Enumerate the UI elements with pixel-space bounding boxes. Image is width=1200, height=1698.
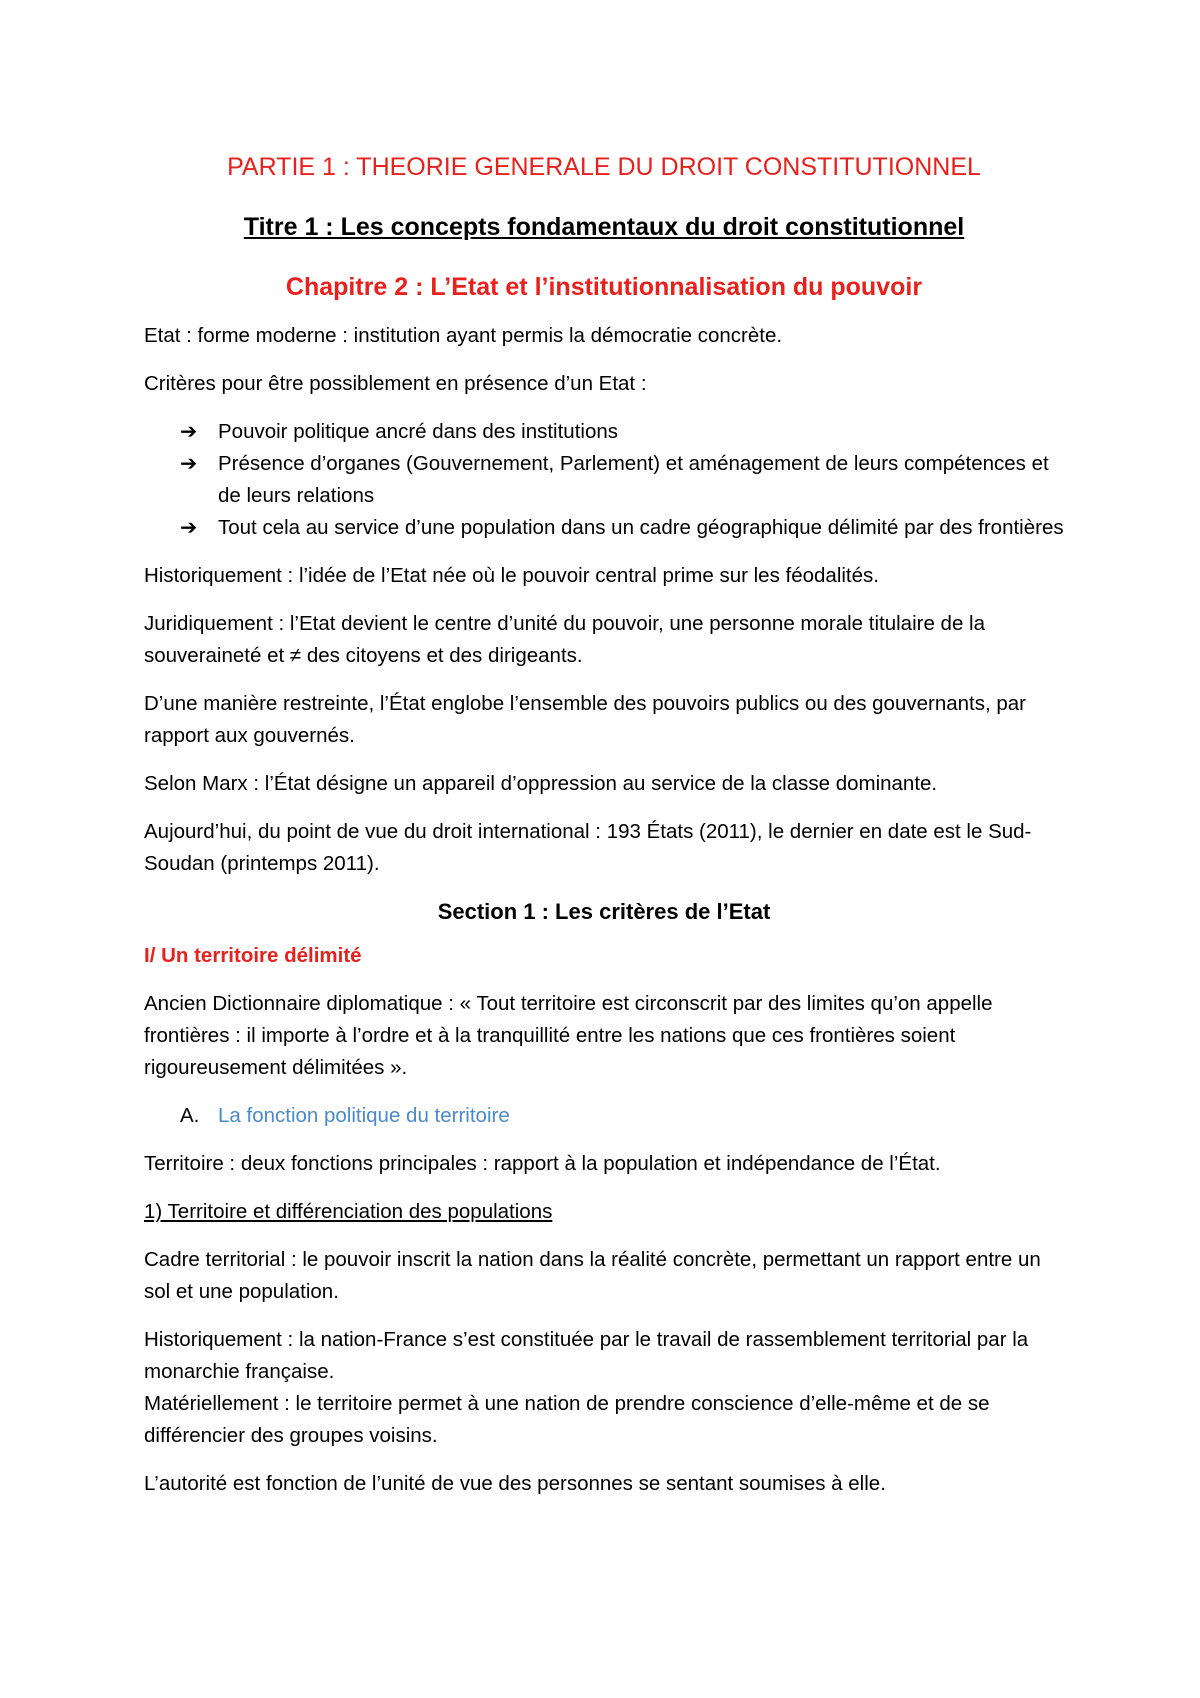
lettered-heading: [180, 1100, 1064, 1132]
list-item-text: Présence d’organes (Gouvernement, Parlement) et aménagement de leurs compétences et de leurs relations: [218, 452, 1049, 507]
paragraph-territoire: Territoire : deux fonctions principales : rapport à la population et indépendance de l’État.: [144, 1152, 941, 1175]
paragraph-marx: Selon Marx : l’État désigne un appareil d’oppression au service de la classe dominante.: [144, 772, 938, 795]
list-item: [180, 448, 1064, 512]
paragraph-etat: Etat : forme moderne : institution ayant permis la démocratie concrète.: [144, 324, 783, 347]
paragraph-restreinte: D’une manière restreinte, l’État englobe l’ensemble des pouvoirs publics ou des gouvernants, par rapport aux gouvernés.: [144, 692, 1027, 747]
part-heading: PARTIE 1 : THEORIE GENERALE DU DROIT CONSTITUTIONNEL: [227, 153, 981, 181]
paragraph-cadre: Cadre territorial : le pouvoir inscrit la nation dans la réalité concrète, permettant un rapport entre un sol et une population.: [144, 1248, 1041, 1303]
paragraph-historiquement: Historiquement : l’idée de l’Etat née où le pouvoir central prime sur les féodalités.: [144, 564, 879, 587]
list-item: [180, 512, 1064, 544]
arrow-right-icon: ➔: [180, 420, 198, 443]
heading-text: La fonction politique du territoire: [218, 1104, 510, 1127]
paragraph-hist-france: Historiquement : la nation-France s’est constituée par le travail de rassemblement territorial par la monarchie française.: [144, 1328, 1029, 1383]
paragraph-criteres: Critères pour être possiblement en présence d’un Etat :: [144, 372, 647, 395]
chapter-heading: Chapitre 2 : L’Etat et l’institutionnalisation du pouvoir: [285, 273, 923, 301]
subsection-heading: I/ Un territoire délimité: [144, 944, 362, 967]
heading-letter: A.: [180, 1104, 200, 1127]
arrow-right-icon: ➔: [180, 452, 198, 475]
arrow-right-icon: ➔: [180, 516, 198, 539]
paragraph-autorite: L’autorité est fonction de l’unité de vue des personnes se sentant soumises à elle.: [144, 1472, 886, 1495]
document-body: [144, 150, 1064, 1516]
list-item-text: Tout cela au service d’une population dans un cadre géographique délimité par des frontières: [218, 516, 1064, 539]
paragraph-materiellement: Matériellement : le territoire permet à une nation de prendre conscience d’elle-même et de se différencier des groupes voisins.: [144, 1392, 990, 1447]
numbered-heading: 1) Territoire et différenciation des populations: [144, 1200, 553, 1223]
list-item: [180, 416, 1064, 448]
title-heading: Titre 1 : Les concepts fondamentaux du droit constitutionnel: [243, 213, 965, 241]
paragraph-juridiquement: Juridiquement : l’Etat devient le centre d’unité du pouvoir, une personne morale titulaire de la souveraineté et ≠ des citoyens et des dirigeants.: [144, 612, 986, 667]
section-heading: Section 1 : Les critères de l’Etat: [437, 899, 771, 924]
paragraph-dictionnaire: Ancien Dictionnaire diplomatique : « Tout territoire est circonscrit par des limites qu’on appelle frontières : il importe à l’ordre et à la tranquillité entre les nations que ces frontières soient rigoureusement délimitées ».: [144, 992, 993, 1079]
criteria-list: [144, 416, 1064, 544]
paragraph-aujourdhui: Aujourd’hui, du point de vue du droit international : 193 États (2011), le dernier en date est le Sud-Soudan (printemps 2011).: [144, 820, 1032, 875]
list-item-text: Pouvoir politique ancré dans des institutions: [218, 420, 618, 443]
